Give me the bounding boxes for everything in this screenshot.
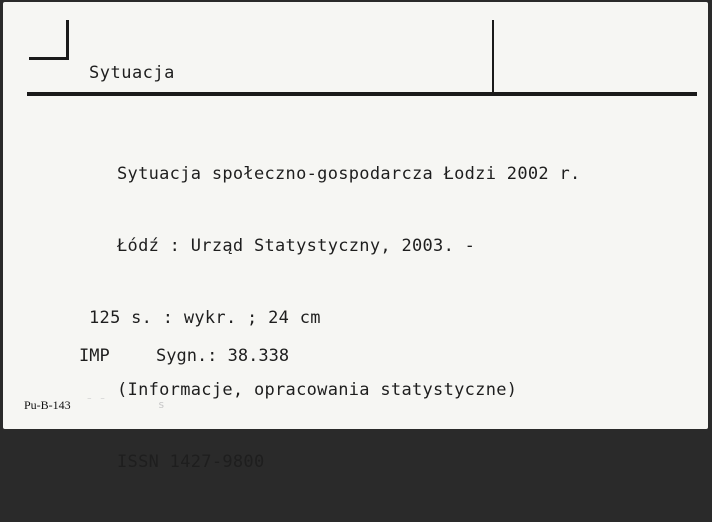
imp-mark: IMP	[79, 346, 110, 366]
series-line: (Informacje, opracowania statystyczne)	[117, 380, 518, 400]
heading-rule	[27, 92, 697, 96]
title-line: Sytuacja społeczno-gospodarcza Łodzi 2002 r.	[117, 164, 581, 184]
vertical-divider	[492, 20, 494, 94]
collation-line: 125 s. : wykr. ; 24 cm	[89, 308, 321, 328]
card-heading: Sytuacja	[89, 63, 175, 83]
bibliographic-entry	[89, 114, 581, 522]
ghost-mark: ⁻ ⁻	[86, 394, 106, 407]
corner-bracket-vertical	[66, 20, 69, 60]
card-stamp: Pu-B-143	[24, 398, 71, 412]
imprint-line: Łódź : Urząd Statystyczny, 2003. -	[117, 236, 476, 256]
corner-bracket-horizontal	[29, 57, 69, 60]
issn-line: ISSN 1427-9800	[117, 452, 265, 472]
catalog-card	[3, 2, 708, 472]
ghost-mark-2: s	[158, 398, 165, 411]
call-number: Sygn.: 38.338	[156, 346, 290, 366]
